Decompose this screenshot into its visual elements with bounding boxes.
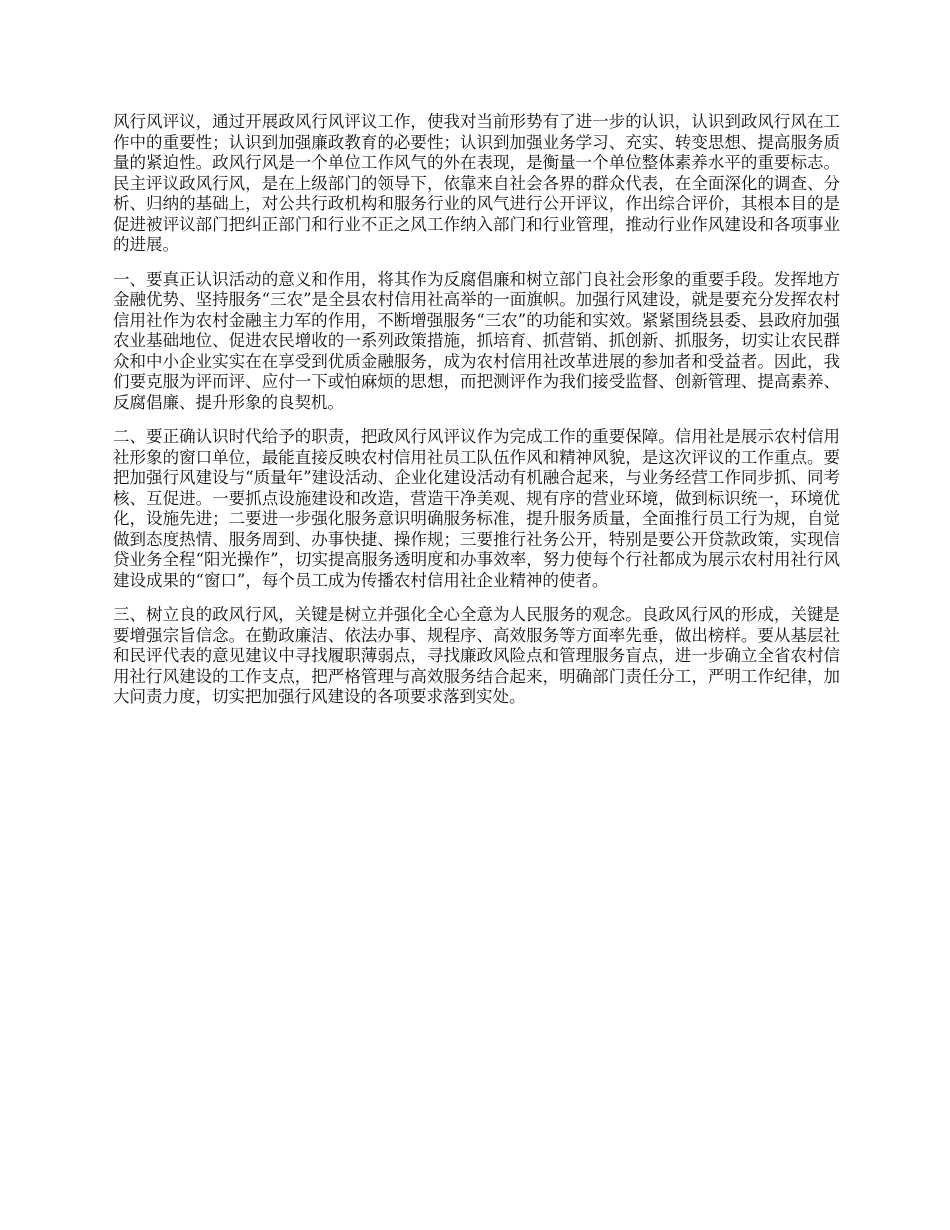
- document-body: [113, 112, 840, 722]
- paragraph-one: 一、要真正认识活动的意义和作用，将其作为反腐倡廉和树立部门良社会形象的重要手段。发挥地方金融优势、坚持服务“三农”是全县农村信用社高举的一面旗帜。加强行风建设，就是要充分发挥农村信用社作为农村金融主力军的作用，不断增强服务“三农”的功能和实效。紧紧围绕县委、县政府加强农业基础地位、促进农民增收的一系列政策措施，抓培育、抓营销、抓创新、抓服务，切实让农民群众和中小企业实实在在享受到优质金融服务，成为农村信用社改革进展的参加者和受益者。因此，我们要克服为评而评、应付一下或怕麻烦的思想，而把测评作为我们接受监督、创新管理、提高素养、反腐倡廉、提升形象的良契机。: [113, 269, 840, 412]
- paragraph-three: 三、树立良的政风行风，关键是树立并强化全心全意为人民服务的观念。良政风行风的形成，关键是要增强宗旨信念。在勤政廉洁、依法办事、规程序、高效服务等方面率先垂，做出榜样。要从基层社和民评代表的意见建议中寻找履职薄弱点，寻找廉政风险点和管理服务盲点，进一步确立全省农村信用社行风建设的工作支点，把严格管理与高效服务结合起来，明确部门责任分工，严明工作纪律，加大问责力度，切实把加强行风建设的各项要求落到实处。: [113, 605, 840, 706]
- paragraph-intro: 风行风评议，通过开展政风行风评议工作，使我对当前形势有了进一步的认识，认识到政风行风在工作中的重要性；认识到加强廉政教育的必要性；认识到加强业务学习、充实、转变思想、提高服务质量的紧迫性。政风行风是一个单位工作风气的外在表现，是衡量一个单位整体素养水平的重要标志。民主评议政风行风，是在上级部门的领导下，依靠来自社会各界的群众代表，在全面深化的调查、分析、归纳的基础上，对公共行政机构和服务行业的风气进行公开评议，作出综合评价，其根本目的是促进被评议部门把纠正部门和行业不正之风工作纳入部门和行业管理，推动行业作风建设和各项事业的进展。: [113, 112, 840, 254]
- paragraph-two: 二、要正确认识时代给予的职责，把政风行风评议作为完成工作的重要保障。信用社是展示农村信用社形象的窗口单位，最能直接反映农村信用社员工队伍作风和精神风貌，是这次评议的工作重点。要把加强行风建设与“质量年”建设活动、企业化建设活动有机融合起来，与业务经营工作同步抓、同考核、互促进。一要抓点设施建设和改造，营造干净美观、规有序的营业环境，做到标识统一，环境优化，设施先进；二要进一步强化服务意识明确服务标准，提升服务质量，全面推行员工行为规，自觉做到态度热情、服务周到、办事快捷、操作规；三要推行社务公开，特别是要公开贷款政策，实现信贷业务全程“阳光操作”，切实提高服务透明度和办事效率，努力使每个行社都成为展示农村用社行风建设成果的“窗口”，每个员工成为传播农村信用社企业精神的使者。: [113, 427, 840, 590]
